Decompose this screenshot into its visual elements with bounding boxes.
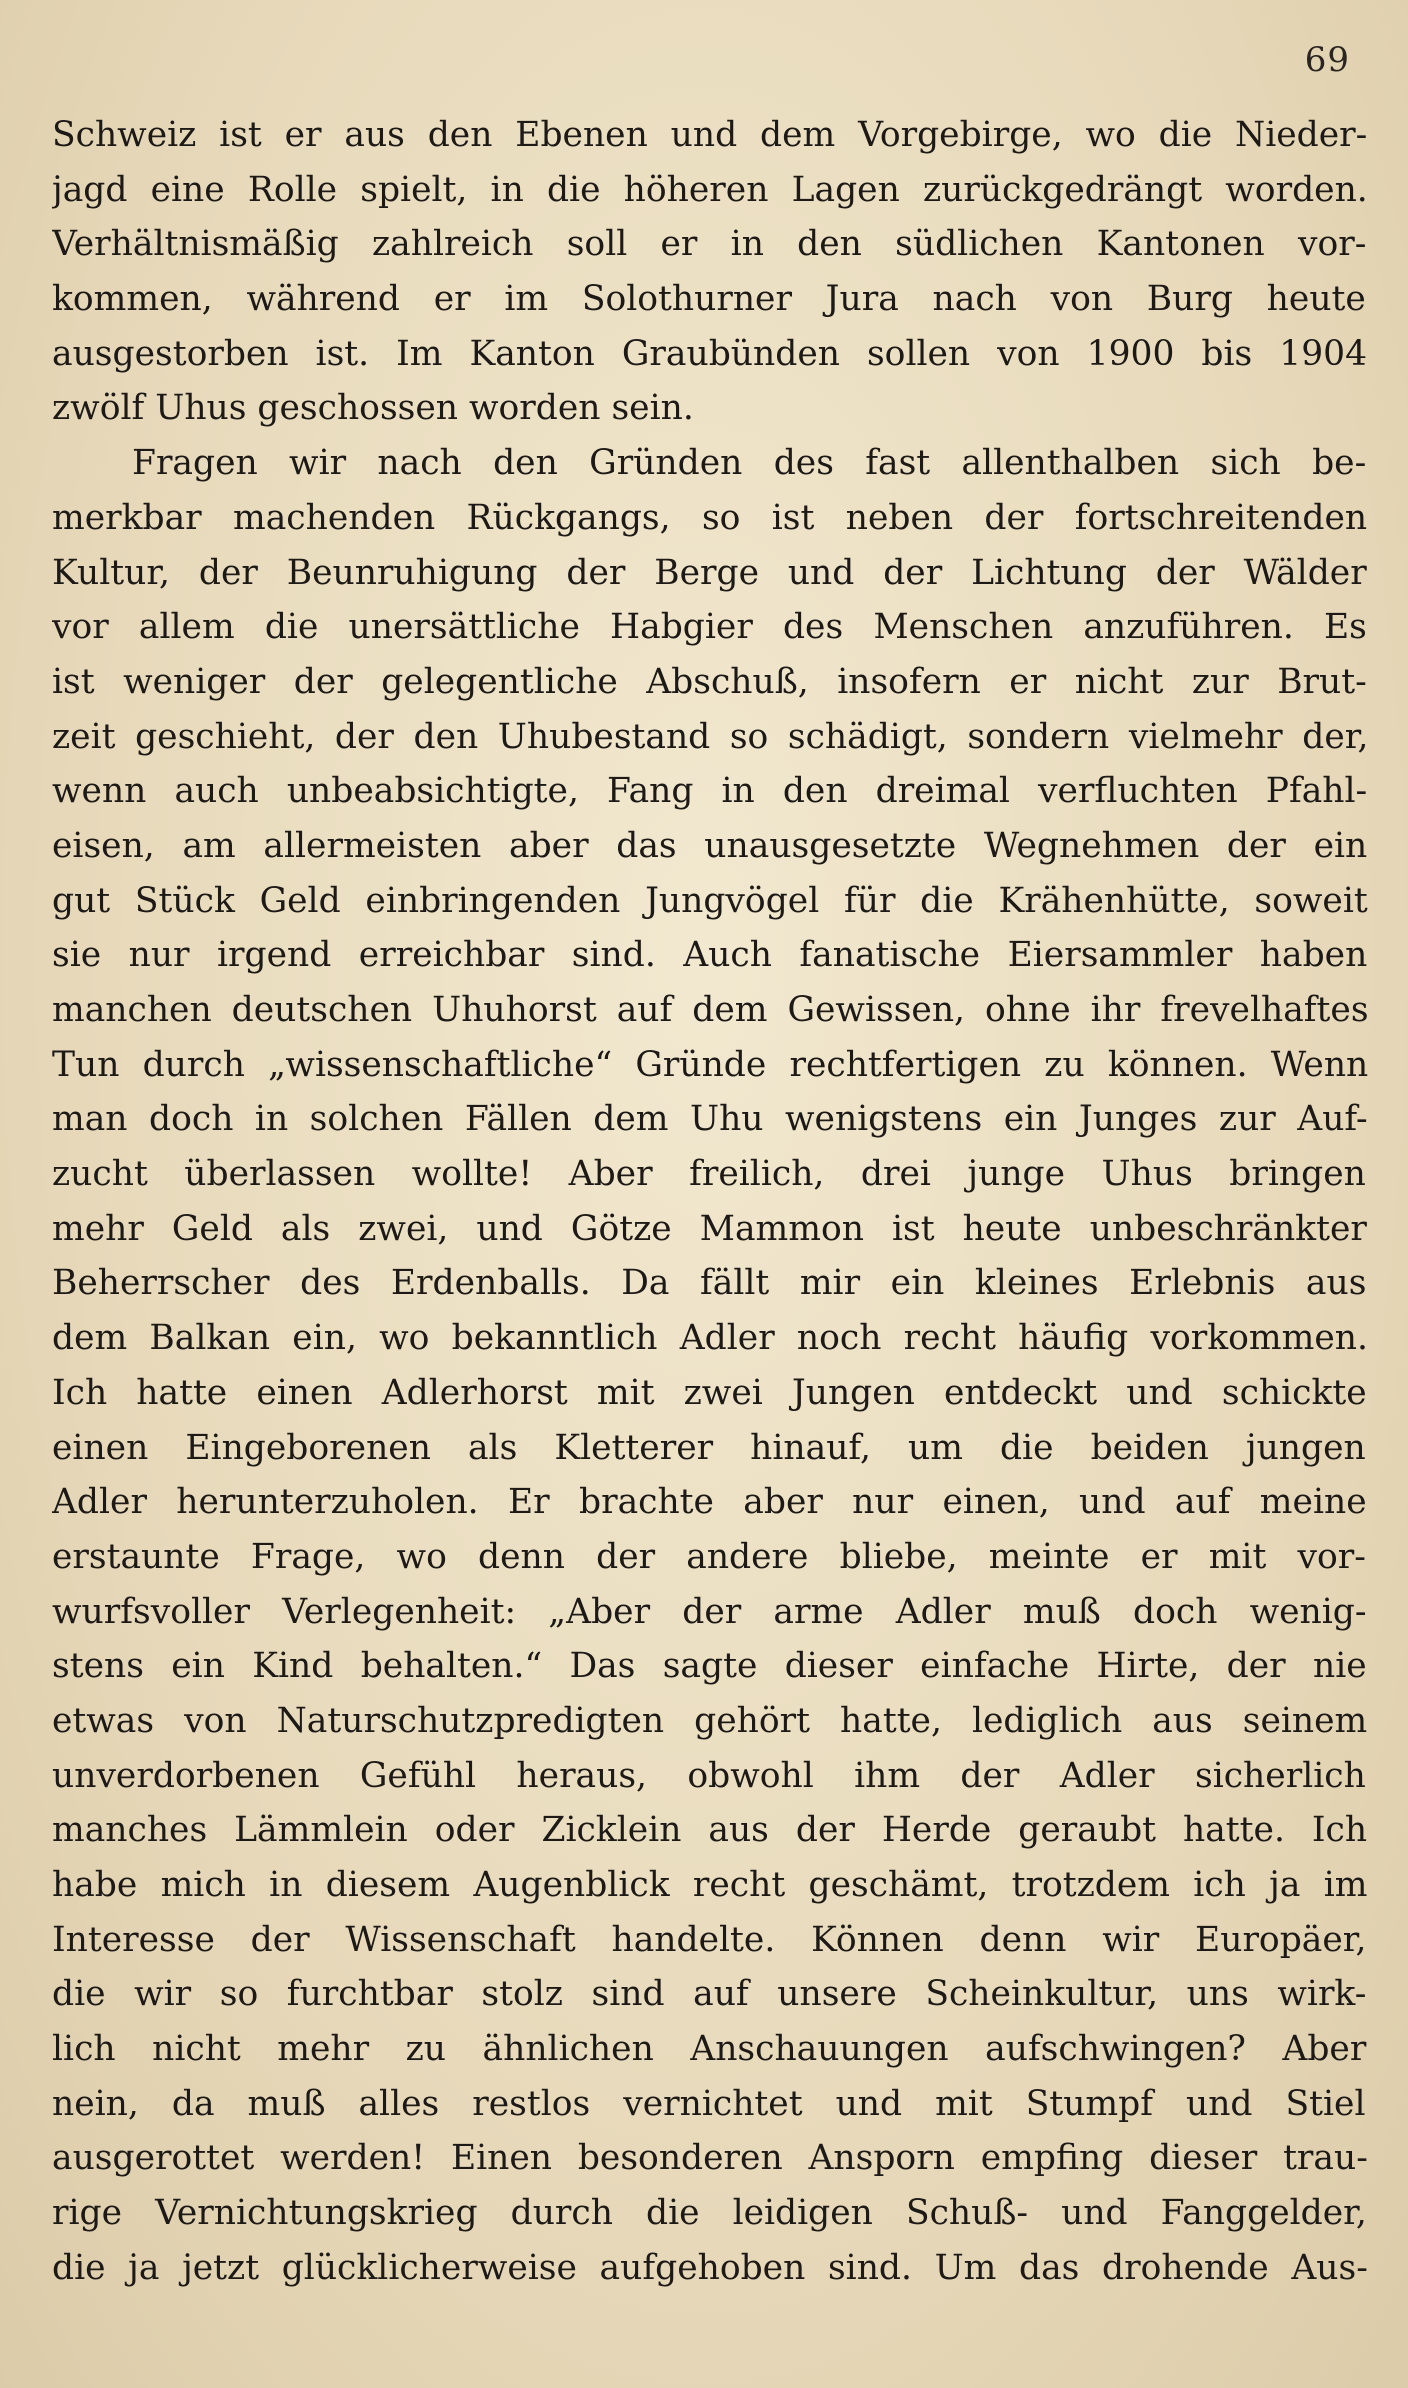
- text-line: Fragen wir nach den Gründen des fast allenthalben sich be-: [132, 443, 1367, 484]
- text-line: Ich hatte einen Adlerhorst mit zwei Jungen entdeckt und schickte: [52, 1372, 1367, 1413]
- text-line: habe mich in diesem Augenblick recht geschämt, trotzdem ich ja im: [52, 1865, 1368, 1905]
- text-line: zeit geschieht, der den Uhubestand so schädigt, sondern vielmehr der,: [52, 716, 1369, 757]
- text-line: einen Eingeborenen als Kletterer hinauf, um die beiden jungen: [52, 1427, 1366, 1468]
- text-line: merkbar machenden Rückgangs, so ist neben der fortschreitenden: [52, 497, 1368, 538]
- text-line: sie nur irgend erreichbar sind. Auch fanatische Eiersammler haben: [52, 935, 1368, 976]
- text-line: gut Stück Geld einbringenden Jungvögel für die Krähenhütte, soweit: [52, 880, 1368, 921]
- text-line: Tun durch „wissenschaftliche“ Gründe rechtfertigen zu können. Wenn: [52, 1044, 1369, 1085]
- text-line: kommen, während er im Solothurner Jura nach von Burg heute: [52, 279, 1366, 320]
- text-line: ausgestorben ist. Im Kanton Graubünden sollen von 1900 bis 1904: [52, 333, 1368, 374]
- text-line: eisen, am allermeisten aber das unausgesetzte Wegnehmen der ein: [52, 825, 1368, 866]
- text-line: mehr Geld als zwei, und Götze Mammon ist heute unbeschränkter: [52, 1208, 1367, 1249]
- text-line: dem Balkan ein, wo bekanntlich Adler noch recht häufig vorkommen.: [52, 1318, 1368, 1359]
- text-line: Adler herunterzuholen. Er brachte aber nur einen, und auf meine: [52, 1482, 1367, 1523]
- text-line: wenn auch unbeabsichtigte, Fang in den dreimal verfluchten Pfahl-: [52, 771, 1368, 812]
- text-line: etwas von Naturschutzpredigten gehört hatte, lediglich aus seinem: [52, 1700, 1368, 1741]
- text-line: die ja jetzt glücklicherweise aufgehoben sind. Um das drohende Aus-: [52, 2247, 1368, 2288]
- text-line: rige Vernichtungskrieg durch die leidigen Schuß- und Fanggelder,: [52, 2193, 1367, 2234]
- text-line: manches Lämmlein oder Zicklein aus der Herde geraubt hatte. Ich: [52, 1810, 1368, 1851]
- text-line: unverdorbenen Gefühl heraus, obwohl ihm der Adler sicherlich: [52, 1755, 1366, 1796]
- text-line: Kultur, der Beunruhigung der Berge und der Lichtung der Wälder: [52, 552, 1367, 593]
- text-line: Beherrscher des Erdenballs. Da fällt mir ein kleines Erlebnis aus: [52, 1263, 1367, 1304]
- text-line: Schweiz ist er aus den Ebenen und dem Vorgebirge, wo die Nieder-: [52, 115, 1368, 155]
- text-line: wurfsvoller Verlegenheit: „Aber der arme Adler muß doch wenig-: [52, 1591, 1367, 1632]
- text-line: lich nicht mehr zu ähnlichen Anschauungen aufschwingen? Aber: [52, 2029, 1367, 2070]
- text-line: Interesse der Wissenschaft handelte. Können denn wir Europäer,: [52, 1919, 1367, 1960]
- body-text: [52, 108, 1370, 2296]
- text-line: manchen deutschen Uhuhorst auf dem Gewissen, ohne ihr frevelhaftes: [52, 990, 1369, 1030]
- text-line: nein, da muß alles restlos vernichtet und mit Stumpf und Stiel: [52, 2083, 1366, 2124]
- text-line: zucht überlassen wollte! Aber freilich, drei junge Uhus bringen: [52, 1154, 1366, 1195]
- text-line: jagd eine Rolle spielt, in die höheren Lagen zurückgedrängt worden.: [52, 169, 1368, 210]
- text-line: ist weniger der gelegentliche Abschuß, insofern er nicht zur Brut-: [52, 661, 1367, 702]
- text-line: die wir so furchtbar stolz sind auf unsere Scheinkultur, uns wirk-: [52, 1974, 1367, 2015]
- text-line: stens ein Kind behalten.“ Das sagte dieser einfache Hirte, der nie: [52, 1646, 1367, 1687]
- text-line: man doch in solchen Fällen dem Uhu wenigstens ein Junges zur Auf-: [52, 1099, 1368, 1140]
- text-line: ausgerottet werden! Einen besonderen Ansporn empfing dieser trau-: [52, 2138, 1368, 2179]
- page-number: 69: [1304, 40, 1350, 80]
- text-line: erstaunte Frage, wo denn der andere bliebe, meinte er mit vor-: [52, 1536, 1366, 1577]
- text-line: Verhältnismäßig zahlreich soll er in den südlichen Kantonen vor-: [52, 224, 1367, 265]
- text-line: vor allem die unersättliche Habgier des Menschen anzuführen. Es: [52, 607, 1367, 648]
- text-line: zwölf Uhus geschossen worden sein.: [52, 388, 694, 429]
